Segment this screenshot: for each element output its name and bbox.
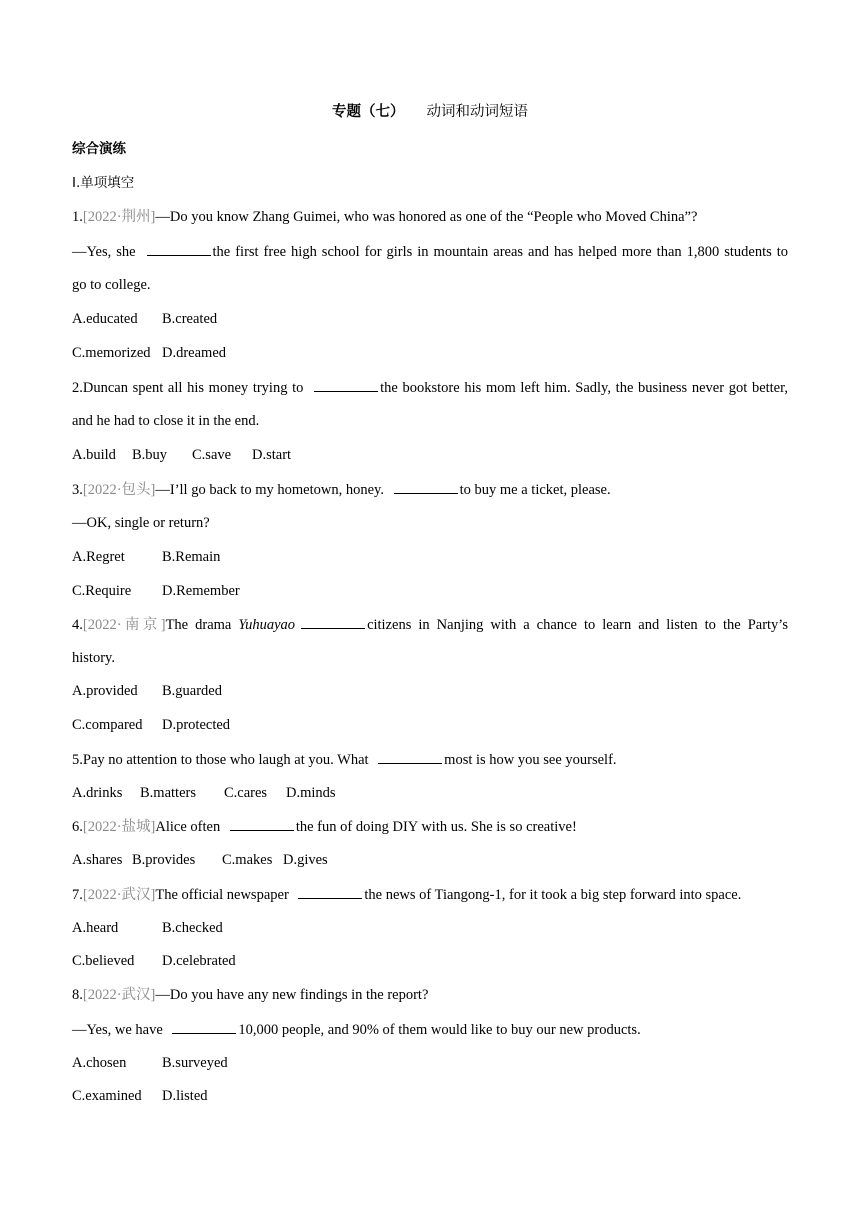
- q1-source: [2022·荆州]: [82, 209, 156, 225]
- q3-option-b: B.Remain: [162, 549, 221, 565]
- q4-option-d: D.protected: [162, 717, 231, 733]
- q1-stem: —Do you know Zhang Guimei, who was honored as one of the “People who Moved China”?: [155, 209, 698, 225]
- q8-option-b: B.surveyed: [162, 1055, 228, 1071]
- q6-option-c: C.makes: [222, 852, 273, 868]
- q8-options-row-1: [72, 1053, 228, 1073]
- q1-option-a: A.educated: [72, 311, 138, 327]
- q5-option-b: B.matters: [140, 785, 196, 801]
- q7-options-row-1: [72, 918, 223, 938]
- q4-options-row-2: [72, 715, 230, 735]
- q7-option-d: D.celebrated: [162, 953, 236, 969]
- q6-option-d: D.gives: [283, 852, 328, 868]
- q4-blank: [301, 614, 365, 629]
- q3-blank: [394, 479, 458, 494]
- section-heading: 综合演练: [72, 141, 126, 157]
- q7-option-b: B.checked: [162, 920, 223, 936]
- q1-options-row-1: [72, 309, 217, 329]
- q8-source: [2022·武汉]: [82, 987, 156, 1003]
- q8-options-row-2: [72, 1086, 208, 1106]
- q6-stem-part-a: Alice often: [155, 819, 224, 835]
- q3-source: [2022·包头]: [82, 482, 156, 498]
- q3-option-c: C.Require: [72, 583, 132, 599]
- part-heading: I.单项填空: [72, 175, 135, 191]
- q1-number: 1.: [72, 209, 83, 225]
- q2-option-b: B.buy: [132, 447, 168, 463]
- q5-option-d: D.minds: [286, 785, 336, 801]
- q7-blank: [298, 884, 362, 899]
- q4-options-row-1: [72, 681, 222, 701]
- q5-stem-part-b: most is how you see yourself.: [444, 752, 617, 768]
- q3-stem-line-2: —OK, single or return?: [72, 515, 210, 531]
- title-main: 专题（七）: [332, 104, 405, 120]
- q4-stem-part-b: citizens in Nanjing with a chance to learn and listen to the Party’s: [367, 617, 788, 633]
- q7-stem-line-1: [72, 884, 741, 905]
- q2-stem-line-1: [72, 377, 788, 398]
- q4-source: [2022·南京]: [82, 617, 166, 633]
- q5-option-c: C.cares: [224, 785, 268, 801]
- q3-stem-part-b: to buy me a ticket, please.: [459, 482, 611, 498]
- q7-source: [2022·武汉]: [82, 887, 156, 903]
- page-title: [0, 100, 860, 121]
- q1-stem-line-2: [72, 241, 788, 262]
- q1-option-c: C.memorized: [72, 345, 151, 361]
- q8-stem-line-2: [72, 1019, 641, 1040]
- q7-option-a: A.heard: [72, 920, 119, 936]
- q5-blank: [378, 749, 442, 764]
- q2-option-c: C.save: [192, 447, 232, 463]
- q2-option-a: A.build: [72, 447, 116, 463]
- q1-stem-part-b: the first free high school for girls in mountain areas and has helped more than 1,800 students to: [212, 244, 788, 260]
- q8-option-c: C.examined: [72, 1088, 142, 1104]
- q8-stem-part-a: —Yes, we have: [72, 1022, 167, 1038]
- q8-stem-line-1: [72, 985, 428, 1005]
- q7-stem-part-a: The official newspaper: [155, 887, 293, 903]
- q3-stem-part-a: —I’ll go back to my hometown, honey.: [155, 482, 388, 498]
- q2-stem-part-a: 2.Duncan spent all his money trying to: [72, 380, 309, 396]
- q6-blank: [230, 816, 294, 831]
- q1-stem-line-3: go to college.: [72, 277, 151, 293]
- q6-stem-line-1: [72, 816, 577, 837]
- q3-options-row-1: [72, 547, 220, 567]
- q8-stem: —Do you have any new findings in the report?: [155, 987, 429, 1003]
- q6-options: [72, 850, 328, 870]
- q3-stem-line-1: [72, 479, 611, 500]
- q8-blank: [172, 1019, 236, 1034]
- q6-stem-part-b: the fun of doing DIY with us. She is so creative!: [295, 819, 577, 835]
- q7-option-c: C.believed: [72, 953, 135, 969]
- q3-option-d: D.Remember: [162, 583, 240, 599]
- q6-option-b: B.provides: [132, 852, 196, 868]
- q5-stem-line-1: [72, 749, 617, 770]
- q4-stem-part-a: The drama: [165, 617, 239, 633]
- q4-stem-line-2: history.: [72, 650, 115, 666]
- q4-stem-line-1: [72, 614, 788, 635]
- q3-number: 3.: [72, 482, 83, 498]
- q8-option-a: A.chosen: [72, 1055, 127, 1071]
- q2-blank: [314, 377, 378, 392]
- q4-option-b: B.guarded: [162, 683, 222, 699]
- q5-options: [72, 783, 336, 803]
- q4-option-c: C.compared: [72, 717, 143, 733]
- q4-number: 4.: [72, 617, 83, 633]
- q1-option-b: B.created: [162, 311, 218, 327]
- q3-options-row-2: [72, 581, 240, 601]
- q7-options-row-2: [72, 951, 236, 971]
- title-sub: 动词和动词短语: [426, 104, 528, 120]
- q6-option-a: A.shares: [72, 852, 123, 868]
- q5-stem-part-a: 5.Pay no attention to those who laugh at you. What: [72, 752, 373, 768]
- q3-option-a: A.Regret: [72, 549, 125, 565]
- q6-number: 6.: [72, 819, 83, 835]
- q7-stem-part-b: the news of Tiangong-1, for it took a big step forward into space.: [364, 887, 742, 903]
- q2-option-d: D.start: [252, 447, 292, 463]
- q1-options-row-2: [72, 343, 226, 363]
- q1-stem-line-1: [72, 207, 697, 227]
- q2-options: [72, 445, 291, 465]
- q4-option-a: A.provided: [72, 683, 138, 699]
- q1-stem-part-a: —Yes, she: [72, 244, 141, 260]
- q7-number: 7.: [72, 887, 83, 903]
- q6-source: [2022·盐城]: [82, 819, 156, 835]
- q2-stem-line-2: and he had to close it in the end.: [72, 413, 260, 429]
- q4-drama-title: Yuhuayao: [238, 617, 296, 633]
- q1-option-d: D.dreamed: [162, 345, 227, 361]
- q8-number: 8.: [72, 987, 83, 1003]
- q5-option-a: A.drinks: [72, 785, 123, 801]
- q2-stem-part-b: the bookstore his mom left him. Sadly, the business never got better,: [380, 380, 788, 396]
- q8-option-d: D.listed: [162, 1088, 208, 1104]
- q8-stem-part-b: 10,000 people, and 90% of them would like to buy our new products.: [238, 1022, 641, 1038]
- q1-blank: [147, 241, 211, 256]
